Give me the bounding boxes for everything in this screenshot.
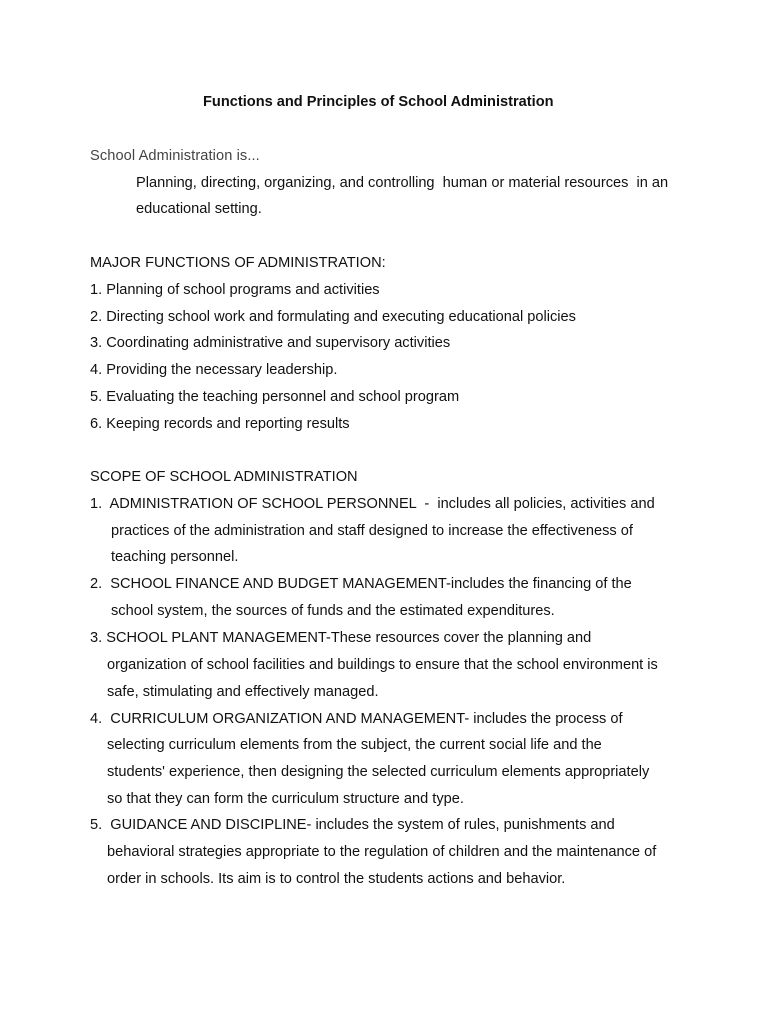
function-item: 6. Keeping records and reporting results [90, 416, 350, 432]
scope-line: 5. GUIDANCE AND DISCIPLINE- includes the system of rules, punishments and [90, 817, 615, 833]
scope-line: 3. SCHOOL PLANT MANAGEMENT-These resources cover the planning and [90, 630, 592, 646]
scope-line: practices of the administration and staff designed to increase the effectiveness of [111, 523, 633, 539]
page-title: Functions and Principles of School Administration [203, 94, 554, 110]
function-item: 1. Planning of school programs and activities [90, 282, 380, 298]
scope-line: order in schools. Its aim is to control the students actions and behavior. [107, 871, 566, 887]
function-item: 4. Providing the necessary leadership. [90, 362, 338, 378]
intro-label: School Administration is... [90, 148, 260, 164]
definition-line: Planning, directing, organizing, and controlling human or material resources in an [136, 175, 669, 191]
scope-heading: SCOPE OF SCHOOL ADMINISTRATION [90, 469, 358, 485]
scope-line: teaching personnel. [111, 549, 239, 565]
scope-line: 2. SCHOOL FINANCE AND BUDGET MANAGEMENT-includes the financing of the [90, 576, 632, 592]
functions-heading: MAJOR FUNCTIONS OF ADMINISTRATION: [90, 255, 386, 271]
scope-line: 1. ADMINISTRATION OF SCHOOL PERSONNEL - includes all policies, activities and [90, 496, 655, 512]
scope-line: behavioral strategies appropriate to the regulation of children and the maintenance of [107, 844, 657, 860]
definition-line: educational setting. [136, 201, 262, 217]
function-item: 2. Directing school work and formulating and executing educational policies [90, 309, 576, 325]
scope-line: organization of school facilities and buildings to ensure that the school environment is [107, 657, 658, 673]
function-item: 5. Evaluating the teaching personnel and school program [90, 389, 460, 405]
scope-line: students' experience, then designing the selected curriculum elements appropriately [107, 764, 650, 780]
function-item: 3. Coordinating administrative and supervisory activities [90, 335, 451, 351]
scope-line: 4. CURRICULUM ORGANIZATION AND MANAGEMENT- includes the process of [90, 711, 623, 727]
scope-line: school system, the sources of funds and the estimated expenditures. [111, 603, 555, 619]
scope-line: selecting curriculum elements from the subject, the current social life and the [107, 737, 602, 753]
scope-line: so that they can form the curriculum structure and type. [107, 791, 464, 807]
scope-line: safe, stimulating and effectively managed. [107, 684, 379, 700]
